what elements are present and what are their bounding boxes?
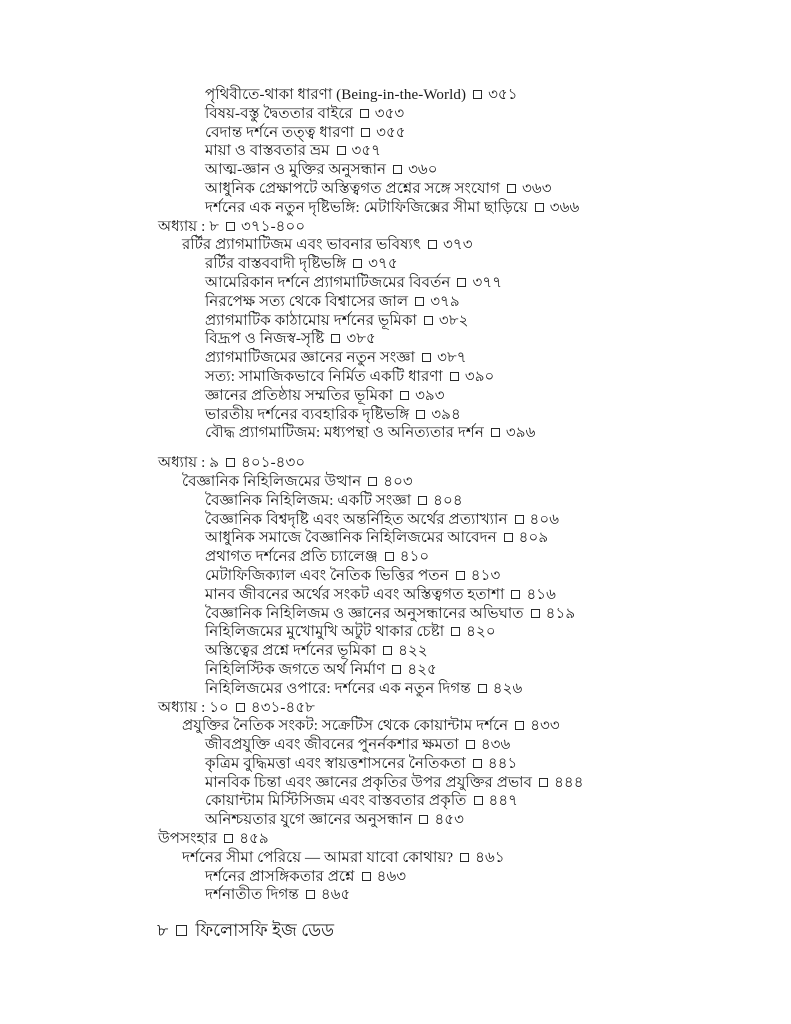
toc-chapter-item [158,830,758,849]
toc-item-title: প্রযুক্তির নৈতিক সংকট: সক্রেটিস থেকে কোয়ান্টাম দর্শনে [182,718,509,735]
square-separator-icon [368,477,377,486]
toc-item-page: ৪১৩ [470,567,501,584]
toc-item [158,161,758,180]
toc-item-page: ৩৯৩ [415,387,445,404]
toc-item [158,124,758,143]
toc-item-page: ৩৭৭ [472,274,503,291]
footer-book-title: ফিলোসফি ইজ ডেড [195,920,335,940]
toc-item [158,406,758,425]
square-separator-icon [224,834,233,843]
toc-item-page: ৪০৪ [433,492,463,509]
square-separator-icon [400,391,409,400]
toc-item-page: ৪৩৬ [480,737,511,754]
toc-item-title: মেটাফিজিক্যাল এবং নৈতিক ভিত্তির পতন [205,567,449,584]
toc-item-page: ৩৮৫ [346,331,376,348]
toc-item [158,105,758,124]
toc-item-page: ৪০১-৪৩০ [241,455,306,472]
toc-item-page: ৩৫৫ [376,124,406,141]
square-separator-icon [306,890,315,899]
toc-item-page: ৪৬৩ [376,868,407,885]
toc-item-page: ৪৫৩ [434,812,464,829]
toc-item-title: দর্শনাতীত দিগন্ত [205,887,299,904]
toc-item [158,274,758,293]
toc-item-page: ৪২০ [466,624,496,641]
toc-item-page: ৪৬১ [475,849,505,866]
square-separator-icon [504,533,513,542]
toc-item-title: বৈজ্ঞানিক নিহিলিজমের উত্থান [182,473,362,490]
square-separator-icon [236,703,245,712]
toc-item [158,642,758,661]
toc-item-title: মানব জীবনের অর্থের সংকট এবং অস্তিত্বগত হতাশা [205,586,505,603]
toc-item-title: কৃত্রিম বুদ্ধিমত্তা এবং স্বায়ত্তশাসনের নৈতিকতা [205,755,466,772]
square-separator-icon [385,552,394,561]
toc-item-page: ৩৭৯ [430,293,460,310]
toc-item-title: মানবিক চিন্তা এবং জ্ঞানের প্রকৃতির উপর প্রযুক্তির প্রভাব [205,774,533,791]
square-separator-icon [460,853,469,862]
toc-item-title: নিহিলিজমের মুখোমুখি অটুট থাকার চেষ্টা [205,624,445,641]
square-separator-icon [337,146,346,155]
toc-item-title: সত্য: সামাজিকভাবে নির্মিত একটি ধারণা [205,368,443,385]
square-separator-icon [450,372,459,381]
toc-item-page: ৪১৯ [545,605,576,622]
toc-item [158,792,758,811]
toc-item-page: ৪৩১-৪৫৮ [250,699,316,716]
square-separator-icon [418,496,427,505]
square-separator-icon [531,609,540,618]
toc-item-title: অনিশ্চয়তার যুগে জ্ঞানের অনুসন্ধান [205,812,413,829]
square-separator-icon [456,571,465,580]
toc-item-title: নিহিলিস্টিক জগতে অর্থ নির্মাণ [205,661,386,678]
square-separator-icon [478,684,487,693]
toc-item-page: ৩৯০ [464,368,495,385]
toc-item [158,529,758,548]
toc-item [158,586,758,605]
toc-item-page: ৩৬৬ [549,199,580,216]
toc-item-title: দর্শনের এক নতুন দৃষ্টিভঙ্গি: মেটাফিজিক্সের সীমা ছাড়িয়ে [205,199,528,216]
square-separator-icon [392,665,401,674]
toc-item-title: অস্তিত্বের প্রশ্নে দর্শনের ভূমিকা [205,643,377,660]
square-separator-icon [419,815,428,824]
square-separator-icon [422,353,431,362]
toc-item-page: ৪৪৭ [488,793,519,810]
toc-item-page: ৪৪১ [487,755,518,772]
square-separator-icon [473,759,482,768]
toc-item [158,886,758,905]
toc-item [158,717,758,736]
toc-item-title: জীবপ্রযুক্তি এবং জীবনের পুনর্নকশার ক্ষমতা [205,737,459,754]
toc-item-title: নিরপেক্ষ সত্য থেকে বিশ্বাসের জাল [205,293,409,310]
toc-item-page: ৪৩৩ [530,718,560,735]
toc-item-title: প্র্যাগমাটিক কাঠামোয় দর্শনের ভূমিকা [205,312,417,329]
toc-item-page: ৩৯৬ [505,425,536,442]
toc-chapter-item [158,454,758,473]
page-footer [157,918,334,947]
toc-item-title: আত্ম-জ্ঞান ও মুক্তির অনুসন্ধান [205,162,387,179]
toc-item [158,680,758,699]
toc-item [158,623,758,642]
toc-item [158,567,758,586]
toc-item-title: অধ্যায় : ৯ [158,455,220,472]
toc-item-title: প্র্যাগমাটিজমের জ্ঞানের নতুন সংজ্ঞা [205,350,416,367]
square-separator-icon [474,796,483,805]
toc-item-page: ৪১০ [399,549,430,566]
toc-item [158,736,758,755]
toc-item-page: ৪২৫ [407,661,437,678]
toc-item [158,255,758,274]
toc-item-page: ৪০৯ [518,530,549,547]
square-separator-icon [226,222,235,231]
toc-item-page: ৪২৬ [492,680,523,697]
toc-item [158,661,758,680]
toc-item [158,199,758,218]
toc-item [158,142,758,161]
toc-item-page: ৩৫১ [488,87,518,103]
toc-item-title: পৃথিবীতে-থাকা ধারণা (Being-in-the-World) [205,87,467,103]
square-separator-icon [428,240,437,249]
square-separator-icon [226,458,235,467]
toc-item-title: রর্টির প্র্যাগমাটিজম এবং ভাবনার ভবিষ্যৎ [182,237,421,254]
square-separator-icon [451,627,460,636]
toc-item-title: আমেরিকান দর্শনে প্র্যাগমাটিজমের বিবর্তন [205,274,451,291]
toc-chapter-item [158,699,758,718]
square-separator-icon [361,128,370,137]
toc-item [158,424,758,443]
toc-item-title: বেদান্ত দর্শনে তত্ত্ব ধারণা [205,124,355,141]
toc-item-page: ৩৬৩ [522,180,552,197]
toc-item-title: অধ্যায় : ৮ [158,218,220,235]
toc-item-title: বৌদ্ধ প্র্যাগমাটিজম: মধ্যপন্থা ও অনিত্যতার দর্শন [205,425,484,442]
square-separator-icon [466,740,475,749]
toc-item-title: বিদ্রূপ ও নিজস্ব-সৃষ্টি [205,331,325,348]
toc-item [158,774,758,793]
square-separator-icon [393,165,402,174]
toc-item [158,849,758,868]
toc-item-title: প্রথাগত দর্শনের প্রতি চ্যালেঞ্জ [205,549,378,566]
toc-item-page: ৩৭৫ [368,256,398,273]
toc-item-title: জ্ঞানের প্রতিষ্ঠায় সম্মতির ভূমিকা [205,387,394,404]
square-separator-icon [491,428,500,437]
toc-item [158,511,758,530]
toc-item [158,605,758,624]
square-separator-icon [535,203,544,212]
toc-item-page: ৩৫৭ [351,143,382,160]
toc-item-page: ৩৭৩ [442,237,473,254]
toc-list [158,86,758,905]
toc-item-page: ৩৫৩ [374,105,405,122]
toc-item-title: দর্শনের সীমা পেরিয়ে — আমরা যাবো কোথায়? [182,849,454,866]
toc-item [158,236,758,255]
toc-item-title: বৈজ্ঞানিক নিহিলিজম: একটি সংজ্ঞা [205,492,412,509]
toc-item-title: কোয়ান্টাম মিস্টিসিজম এবং বাস্তবতার প্রকৃতি [205,793,467,810]
square-separator-icon [416,410,425,419]
square-separator-icon [176,925,187,936]
toc-item-title: দর্শনের প্রাসঙ্গিকতার প্রশ্নে [205,868,355,885]
toc-item [158,86,758,105]
square-separator-icon [539,778,548,787]
toc-item-page: ৪২২ [398,643,428,660]
footer-page-number: ৮ [157,920,169,940]
square-separator-icon [383,646,392,655]
square-separator-icon [415,297,424,306]
toc-item-page: ৩৮৭ [437,350,467,367]
toc-item [158,492,758,511]
toc-item-title: বৈজ্ঞানিক নিহিলিজম ও জ্ঞানের অনুসন্ধানের অভিঘাত [205,605,524,622]
square-separator-icon [353,259,362,268]
toc-item-title: অধ্যায় : ১০ [158,699,229,716]
toc-item-title: রর্টির বাস্তববাদী দৃষ্টিভঙ্গি [205,256,347,273]
toc-item-page: ৩৯৪ [431,406,461,423]
toc-item-page: ৪০৬ [529,511,560,528]
toc-item-page: ৩৭১-৪০০ [241,218,306,235]
toc-chapter-item [158,218,758,237]
toc-item-title: ভারতীয় দর্শনের ব্যবহারিক দৃষ্টিভঙ্গি [205,406,410,423]
toc-item [158,330,758,349]
toc-item [158,868,758,887]
square-separator-icon [424,316,433,325]
square-separator-icon [360,109,369,118]
toc-item [158,349,758,368]
toc-item [158,368,758,387]
toc-item [158,387,758,406]
toc-item [158,180,758,199]
toc-item [158,755,758,774]
square-separator-icon [331,334,340,343]
toc-item [158,811,758,830]
square-separator-icon [473,90,482,99]
toc-item-page: ৪১৬ [526,586,556,603]
toc-item-title: নিহিলিজমের ওপারে: দর্শনের এক নতুন দিগন্ত [205,680,471,697]
square-separator-icon [515,515,524,524]
toc-item-page: ৩৬০ [408,162,438,179]
toc-item [158,312,758,331]
toc-item-title: মায়া ও বাস্তবতার ভ্রম [205,143,330,160]
toc-item-title: আধুনিক সমাজে বৈজ্ঞানিক নিহিলিজমের আবেদন [205,530,497,547]
square-separator-icon [457,278,466,287]
toc-item-page: ৪০৩ [383,473,413,490]
square-separator-icon [507,184,516,193]
toc-item-page: ৪৬৫ [320,887,351,904]
square-separator-icon [511,590,520,599]
toc-item-title: উপসংহার [158,831,218,848]
toc-item [158,548,758,567]
toc-item-page: ৩৮২ [438,312,469,329]
square-separator-icon [515,721,524,730]
toc-item-title: বিষয়-বস্তু দ্বৈততার বাইরে [205,105,353,122]
toc-item-title: বৈজ্ঞানিক বিশ্বদৃষ্টি এবং অন্তর্নিহিত অর্থের প্রত্যাখ্যান [205,511,508,528]
square-separator-icon [362,872,371,881]
toc-item-page: ৪৫৯ [239,831,269,848]
toc-item [158,473,758,492]
toc-item-page: ৪৪৪ [554,774,584,791]
toc-item [158,293,758,312]
toc-item-title: আধুনিক প্রেক্ষাপটে অস্তিত্বগত প্রশ্নের সঙ্গে সংযোগ [205,180,500,197]
